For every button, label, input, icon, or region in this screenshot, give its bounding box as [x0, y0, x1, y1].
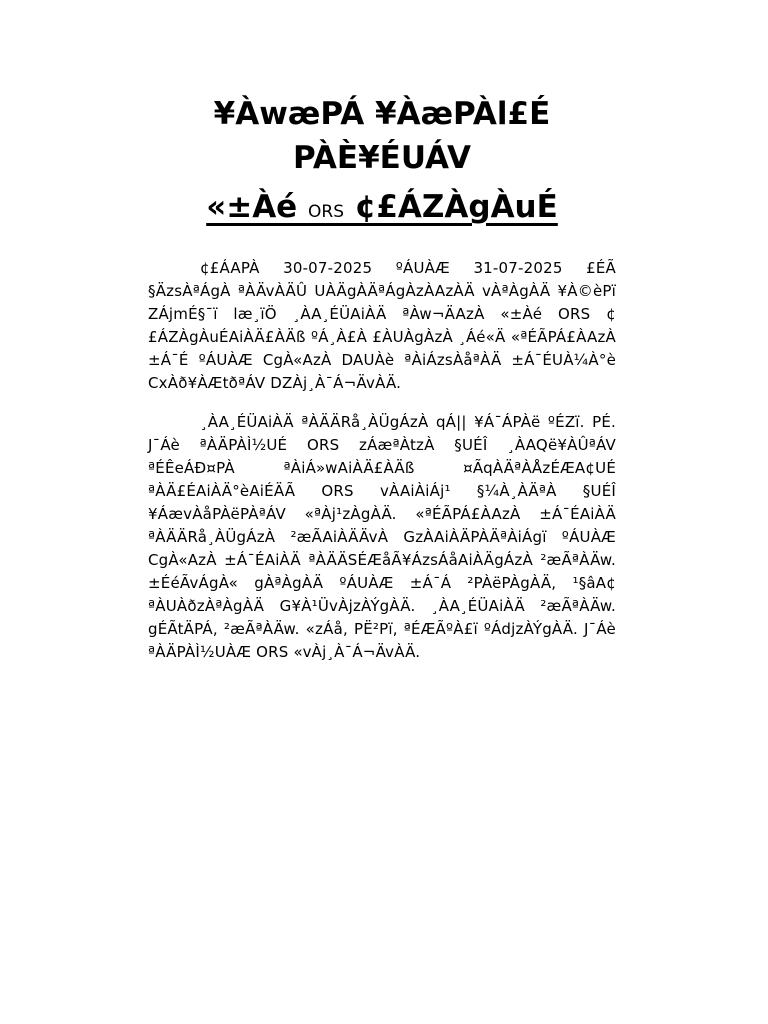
paragraph-2: ¸ÀA¸ÉÜAiÀÄ ªÀÄÄRå¸ÀÜgÁzÀ qÁ|| ¥Á¯ÁPÀë ºÉZï. PÉ. J¯Áè ªÀÄPÀÌ½UÉ ORS zÁæªÀtzÀ §UÉÎ ¸ÀAQë¥ÀÛªÁV ªÉÊeÁÐ¤PÀ ªÀiÁ»wAiÀÄ£ÀÄß ¤ÃqÀÄªÀÅzÉÆA¢UÉ ªÀÄ£ÉAiÀÄ°èAiÉÄÃ ORS vÀAiÀiÁj¹ §¼À¸ÀÄªÀ §UÉÎ ¥ÁævÀåPÀëPÀªÁV «ªÀj¹zÀgÀÄ. «ªÉÃPÁ£ÀAzÀ ±Á¯ÉAiÀÄ ªÀÄÄRå¸ÀÜgÁzÀ ²æÃAiÀÄÄvÀ GzÀAiÀÄPÀÄªÀiÁgï ºÁUÀÆ CgÀ«AzÀ ±Á¯ÉAiÀÄ ªÀÄÄSÉÆåÃ¥ÁzsÁåAiÀÄgÁzÀ ²æÃªÀÄw. ±ÉéÃvÁgÀ« gÀªÀgÀÄ ºÁUÀÆ ±Á¯Á ²PÀëPÀgÀÄ, ¹§âA¢ ªÀUÀðzÀªÀgÀÄ G¥À¹ÜvÀjzÀÝgÀÄ. ¸ÀA¸ÉÜAiÀÄ ²æÃªÀÄw. gÉÃtÄPÁ, ²æÃªÀÄw. «zÁå, PË²Pï, ªÉÆÃºÀ£ï ºÁdjzÀÝgÀÄ. J¯Áè ªÀÄPÀÌ½UÀÆ ORS «vÀj¸À¯Á¬ÄvÀÄ.: [148, 413, 616, 661]
document-subtitle: [148, 186, 616, 233]
subtitle-part-2: ¢£ÁZÀgÀuÉ: [343, 189, 558, 225]
subtitle-part-1: «±Àé: [206, 189, 308, 225]
paragraph-1: ¢£ÁAPÀ 30-07-2025 ºÁUÀÆ 31-07-2025 £ÉÃ §ÄzsÀªÁgÀ ªÀÄvÀÄÛ UÀÄgÀÄªÁgÀzÀAzÀÄ vÀªÀgÀÄ ¥À©èPï ZÁjmÉ§¯ï læ¸ïÖ ¸ÀA¸ÉÜAiÀÄ ªÀw¬ÄAzÀ «±Àé ORS ¢£ÁZÀgÀuÉAiÀÄ£ÀÄß ºÁ¸À£À £ÀUÀgÀzÀ ¸Áé«Ä «ªÉÃPÁ£ÀAzÀ ±Á¯É ºÁUÀÆ CgÀ«AzÀ DAUÀè ªÀiÁzsÀåªÀÄ ±Á¯ÉUÀ¼À°è CxÀð¥ÀÆtðªÁV DZÀj¸À¯Á¬ÄvÀÄ.: [148, 259, 616, 392]
document-title: ¥ÀwæPÁ ¥ÀæPÀl£É PÀÈ¥ÉUÁV: [213, 96, 551, 176]
subtitle-ors: ORS: [308, 202, 344, 222]
